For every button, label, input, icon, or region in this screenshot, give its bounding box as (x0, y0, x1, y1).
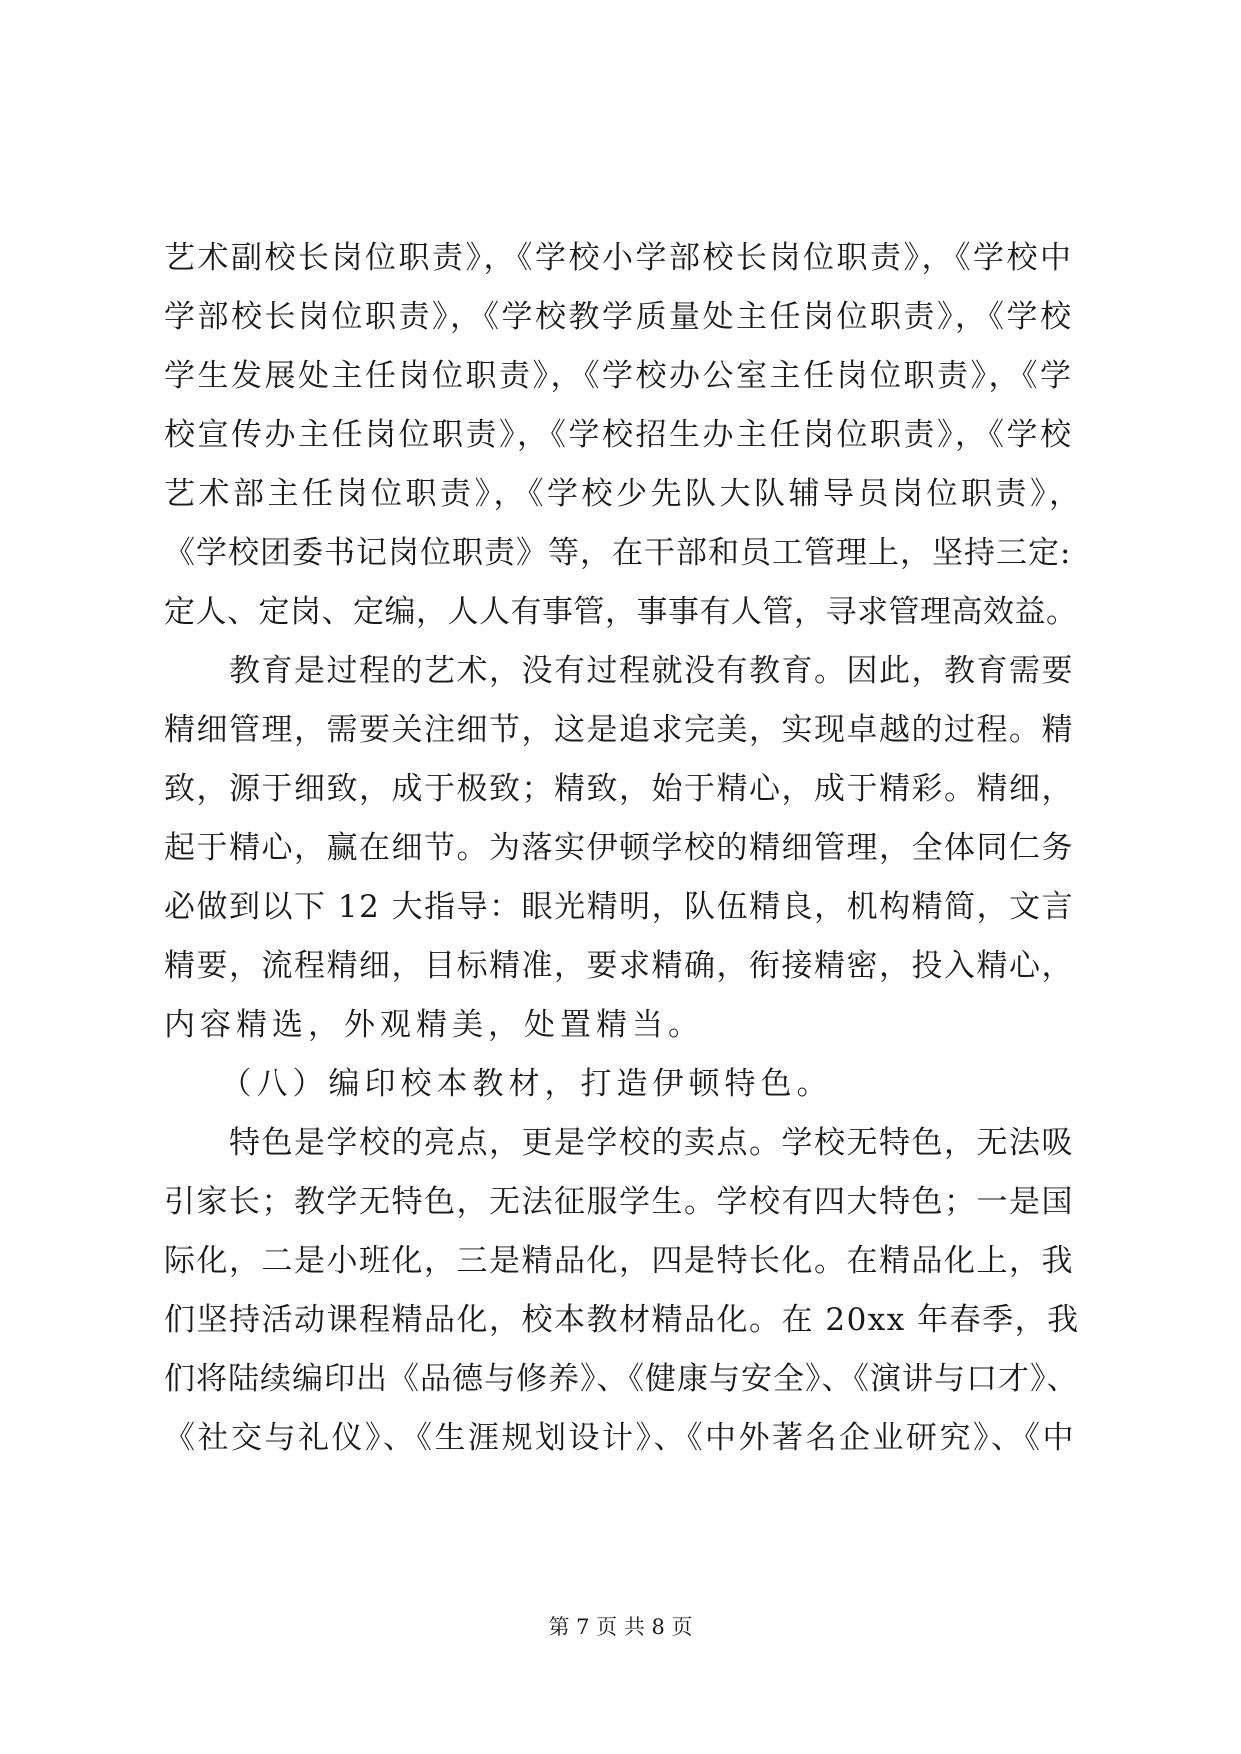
section-heading: （八）编印校本教材，打造伊顿特色。 (164, 1066, 833, 1102)
text-line-13: 精要，流程精细，目标精准，要求精确，衔接精密，投入精心， (164, 948, 1074, 984)
text-line-20: 们将陆续编印出《品德与修养》、《健康与安全》、《演讲与口才》、 (164, 1361, 1079, 1397)
text-line-9: 精细管理，需要关注细节，这是追求完美，实现卓越的过程。精 (164, 712, 1074, 748)
text-line-12: 必做到以下 12 大指导：眼光精明，队伍精良，机构精简，文言 (164, 889, 1075, 925)
text-line-10: 致，源于细致，成于极致；精致，始于精心，成于精彩。精细， (164, 771, 1074, 807)
page-number-footer: 第 7 页 共 8 页 (548, 1615, 693, 1639)
text-line-3: 学生发展处主任岗位职责》，《学校办公室主任岗位职责》，《学 (164, 358, 1074, 394)
text-line-11: 起于精心，赢在细节。为落实伊顿学校的精细管理，全体同仁务 (164, 830, 1074, 866)
text-line-4: 校宣传办主任岗位职责》，《学校招生办主任岗位职责》，《学校 (164, 417, 1074, 453)
text-line-16: 特色是学校的亮点，更是学校的卖点。学校无特色，无法吸 (164, 1125, 1074, 1161)
text-line-5: 艺术部主任岗位职责》，《学校少先队大队辅导员岗位职责》， (164, 476, 1084, 512)
text-line-14: 内容精选，外观精美，处置精当。 (164, 1007, 704, 1043)
text-line-1: 艺术副校长岗位职责》，《学校小学部校长岗位职责》，《学校中 (164, 240, 1074, 276)
text-line-21: 《社交与礼仪》、《生涯规划设计》、《中外著名企业研究》、《中 (164, 1420, 1076, 1456)
text-line-2: 学部校长岗位职责》，《学校教学质量处主任岗位职责》，《学校 (164, 299, 1074, 335)
text-line-17: 引家长；教学无特色，无法征服学生。学校有四大特色；一是国 (164, 1184, 1074, 1220)
text-line-7: 定人、定岗、定编，人人有事管，事事有人管，寻求管理高效益。 (164, 594, 1078, 630)
text-line-18: 际化，二是小班化，三是精品化，四是特长化。在精品化上，我 (164, 1243, 1074, 1279)
text-line-6: 《学校团委书记岗位职责》等，在干部和员工管理上，坚持三定: (164, 535, 1072, 571)
text-line-8: 教育是过程的艺术，没有过程就没有教育。因此，教育需要 (164, 653, 1074, 689)
text-line-19: 们坚持活动课程精品化，校本教材精品化。在 20xx 年春季，我 (164, 1302, 1080, 1338)
document-body (164, 229, 1084, 1468)
